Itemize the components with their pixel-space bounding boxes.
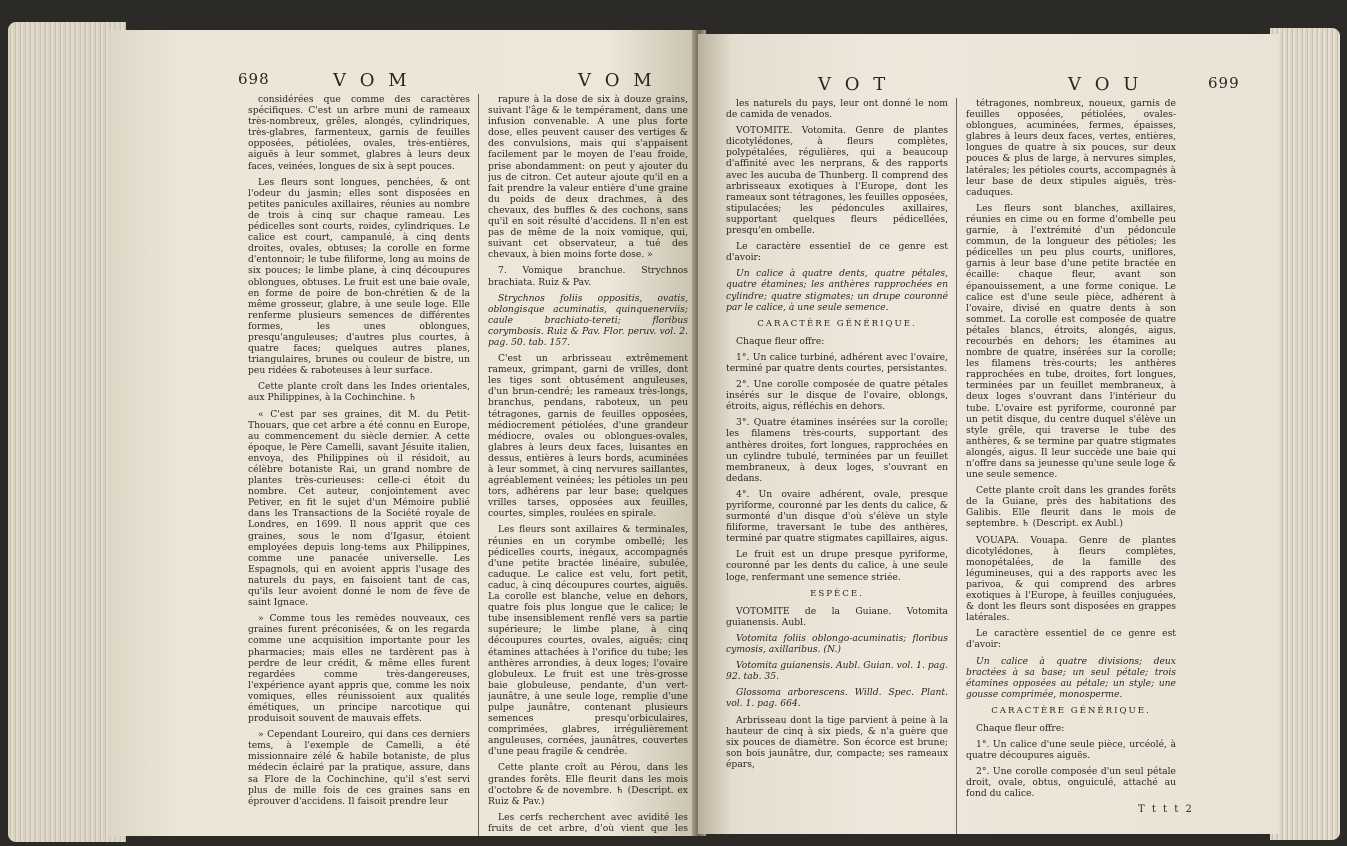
paragraph: les naturels du pays, leur ont donné le nom de camida de venados. xyxy=(726,98,948,121)
paragraph: Votomita guianensis. Aubl. Guian. vol. 1. pag. 92. tab. 35. xyxy=(726,660,948,683)
left-column-2 xyxy=(488,94,688,834)
paragraph: 1°. Un calice turbiné, adhérent avec l'ovaire, terminé par quatre dents courtes, persistantes. xyxy=(726,351,948,374)
paragraph: VOTOMITE de la Guiane. Votomita guianensis. Aubl. xyxy=(726,605,948,628)
paragraph: ESPÈCE. xyxy=(810,588,864,599)
paragraph: 4°. Un ovaire adhérent, ovale, presque pyriforme, couronné par les dents du calice, & surmonté d'un disque d'où s'élève un style filiforme, traversant le tube des anthères, terminé par quatre stigmates capillaires, aigus. xyxy=(726,488,948,545)
paragraph: » Comme tous les remèdes nouveaux, ces graines furent préconisées, & on les regarda comme une acquisition importante pour les pharmacies; mais elles ne tardèrent pas à perdre de leur crédit, & même elles furent regardées comme très-dangereuses, l'expérience ayant appris que, comme les noix vomiques, elles réunissoient aux qualités émétiques, un principe narcotique qui produisoit souvent de mauvais effets. xyxy=(248,613,470,725)
running-head-right-1: V O T xyxy=(818,74,890,95)
running-head-right-2: V O U xyxy=(1068,74,1143,95)
signature-mark: T t t t 2 xyxy=(1138,804,1194,815)
paragraph: Cette plante croît dans les grandes forêts de la Guiane, près des habitations des Galibis. Elle fleurit dans le mois de septembre. ♄ (Descript. ex Aubl.) xyxy=(966,485,1176,530)
right-page xyxy=(698,34,1278,834)
running-head-left-1: V O M xyxy=(333,70,411,91)
paragraph: Chaque fleur offre: xyxy=(976,722,1065,734)
paragraph: 7. Vomique branchue. Strychnos brachiata. Ruiz & Pav. xyxy=(488,265,688,288)
right-column-2 xyxy=(966,98,1176,804)
paragraph: Le caractère essentiel de ce genre est d'avoir: xyxy=(726,241,948,264)
paragraph: VOUAPA. Vouapa. Genre de plantes dicotylédones, à fleurs complètes, monopétalées, de la famille des légumineuses, qui a des rapports avec les parivoa, & qui comprend des arbres exotiques à l'Europe, à feuilles conjuguées, & dont les fleurs sont disposées en grappes latérales. xyxy=(966,534,1176,624)
paragraph: Les fleurs sont longues, penchées, & ont l'odeur du jasmin; elles sont disposées en petites panicules axillaires, réunies au nombre de trois à cinq sur chaque rameau. Les pédicelles sont courts, roides, cylindriques. Le calice est court, campanulé, à cinq dents droites, ovales, obtuses; la corolle en forme d'entonnoir; le tube filiforme, long au moins de six pouces; le limbe plane, à cinq découpures oblongues, obtuses. Le fruit est une baie ovale, en forme de poire de bon-chrétien & de la même grosseur, glabre, à une seule loge. Elle renferme plusieurs semences de différentes formes, les unes oblongues, presqu'anguleuses; d'autres plus courtes, à quatre faces; quelques autres planes, triangulaires, brunes ou couleur de bistre, un peu ridées & raboteuses à leur surface. xyxy=(248,176,470,377)
paragraph: Glossoma arborescens. Willd. Spec. Plant. vol. 1. pag. 664. xyxy=(726,687,948,710)
paragraph: « C'est par ses graines, dit M. du Petit-Thouars, que cet arbre a été connu en Europe, au commencement du siècle dernier. A cette époque, le Père Camelli, savant Jésuite italien, envoya, des Philippines où il résidoit, au célèbre botaniste Rai, un grand nombre de plantes très-curieuses: celle-ci étoit du nombre. Cet auteur, conjointement avec Petiver, en fit le sujet d'un Mémoire publié dans les Transactions de la Société royale de Londres, en 1699. Il nous apprit que ces graines, sous le nom d'Igasur, étoient employées depuis long-tems aux Philippines, comme une panacée universelle. Les Espagnols, qui en avoient appris l'usage des naturels du pays, en faisoient tant de cas, qu'ils leur avoient donné le nom de fève de saint Ignace. xyxy=(248,408,470,609)
page-number-left: 698 xyxy=(238,70,270,88)
paragraph: Arbrisseau dont la tige parvient à peine à la hauteur de cinq à six pieds, & n'a guère que six pouces de diamètre. Son écorce est brune; son bois jaunâtre, dur, compacte; ses rameaux épars, xyxy=(726,714,948,770)
paragraph: Votomita foliis oblongo-acuminatis; floribus cymosis, axillaribus. (N.) xyxy=(726,632,948,656)
paragraph: 2°. Une corolle composée d'un seul pétale droit, ovale, obtus, onguiculé, attaché au fond du calice. xyxy=(966,766,1176,800)
left-page xyxy=(108,30,698,836)
left-column-1 xyxy=(248,94,470,834)
paragraph: VOTOMITE. Votomita. Genre de plantes dicotylédones, à fleurs complètes, polypétalées, régulières, qui a beaucoup d'affinité avec les nerprans, & des rapports avec les aucuba de Thunberg. Il comprend des arbrisseaux exotiques à l'Europe, dont les rameaux sont tétragones, les feuilles opposées, stipulacées; les pédoncules axillaires, supportant quelques fleurs pédicellées, presqu'en ombelle. xyxy=(726,125,948,237)
page-stack-right xyxy=(1270,28,1340,840)
paragraph: Un calice à quatre dents, quatre pétales, quatre étamines; les anthères rapprochées en cylindre; quatre stigmates; un drupe couronné par le calice, à une seule semence. xyxy=(726,268,948,313)
paragraph: Les fleurs sont blanches, axillaires, réunies en cime ou en forme d'ombelle peu garnie, à l'extrémité d'un pédoncule commun, de la longueur des pétioles; les pédicelles un peu plus courts, uniflores, garnis à leur base d'une petite bractée en écaille: chaque fleur, avant son épanouissement, a une forme conique. Le calice est d'une seule pièce, adhérent à l'ovaire, divisé en quatre dents à son sommet. La corolle est composée de quatre pétales blancs, étroits, alongés, aigus, recourbés en dehors; les étamines au nombre de quatre, insérées sur la corolle; les filamens très-courts; les anthères rapprochées en tube, droites, fort longues, terminées par un feuillet membraneux, à deux loges s'ouvrant dans l'intérieur du tube. L'ovaire est pyriforme, couronné par un petit disque, du centre duquel s'élève un style grêle, qui traverse le tube des anthères, & se termine par quatre stigmates alongés, aigus. Il leur succède une baie qui n'offre dans sa jeunesse qu'une seule loge & une seule semence. xyxy=(966,202,1176,481)
paragraph: Chaque fleur offre: xyxy=(736,335,825,347)
right-column-1 xyxy=(726,98,948,834)
paragraph: rapure à la dose de six à douze grains, suivant l'âge & le tempérament, dans une infusion convenable. A une plus forte dose, elles peuvent causer des vertiges & des convulsions, mais qui s'appaisent facilement par le moyen de l'eau froide, prise abondamment: on peut y ajouter du jus de citron. Cet auteur ajoute qu'il en a fait prendre la valeur entière d'une graine du poids de deux drachmes, à des chevaux, des buffles & des cochons, sans qu'il en soit résulté d'accidens. Il n'en est pas de même de la noix vomique, qui, suivant cet observateur, a tué des chevaux, à bien moins forte dose. » xyxy=(488,94,688,261)
paragraph: Les cerfs recherchent avec avidité les fruits de cet arbre, d'où vient que les xyxy=(488,811,688,834)
paragraph: considérées que comme des caractères spécifiques. C'est un arbre muni de rameaux très-nombreux, grêles, alongés, cylindriques, très-glabres, farmenteux, garnis de feuilles opposées, pétiolées, ovales, très-entières, aiguës à leur sommet, glabres à leurs deux faces, veinées, longues de six à sept pouces. xyxy=(248,94,470,172)
paragraph: C'est un arbrisseau extrêmement rameux, grimpant, garni de vrilles, dont les tiges sont obtusément anguleuses, d'un brun-cendré; les rameaux très-longs, branchus, pendans, raboteux, un peu tétragones, garnis de feuilles opposées, médiocrement pétiolées, d'une grandeur médiocre, ovales ou oblongues-ovales, glabres à leurs deux faces, luisantes en dessus, entières à leurs bords, acuminées à leur sommet, à cinq nervures saillantes, agréablement veinées; les pétioles un peu tors, adhérens par leur base; quelques vrilles tarses, opposées aux feuilles, courtes, simples, roulées en spirale. xyxy=(488,353,688,520)
open-book xyxy=(8,4,1340,842)
paragraph: CARACTÈRE GÉNÉRIQUE. xyxy=(991,705,1151,716)
paragraph: Strychnos foliis oppositis, ovatis, oblongisque acuminatis, quinquenerviis; caule brachiato-tereti; floribus corymbosis. Ruiz & Pav. Flor. peruv. vol. 2. pag. 50. tab. 157. xyxy=(488,292,688,348)
running-head-left-2: V O M xyxy=(578,70,656,91)
paragraph: » Cependant Loureiro, qui dans ces derniers tems, à l'exemple de Camelli, a été missionnaire zélé & habile botaniste, de plus médecin éclairé par la pratique, assure, dans sa Flore de la Cochinchine, qu'il s'est servi plus de mille fois de ces graines sans en éprouver d'accidens. Il faisoit prendre leur xyxy=(248,729,470,807)
paragraph: tétragones, nombreux, noueux, garnis de feuilles opposées, pétiolées, ovales-oblongues, acuminées, fermes, épaisses, glabres à leurs deux faces, vertes, entières, longues de quatre à six pouces, sur deux pouces & plus de large, à nervures simples, latérales; les pétioles courts, accompagnés à leur base de deux stipules aiguës, très-caduques. xyxy=(966,98,1176,198)
paragraph: Un calice à quatre divisions; deux bractées à sa base; un seul pétale; trois étamines opposées au pétale; un style; une gousse comprimée, monosperme. xyxy=(966,655,1176,700)
paragraph: Cette plante croît dans les Indes orientales, aux Philippines, à la Cochinchine. ♄ xyxy=(248,381,470,404)
page-number-right: 699 xyxy=(1208,74,1240,92)
paragraph: Cette plante croît au Pérou, dans les grandes forêts. Elle fleurit dans les mois d'octobre & de novembre. ♄ (Descript. ex Ruiz & Pav.) xyxy=(488,762,688,807)
paragraph: Le caractère essentiel de ce genre est d'avoir: xyxy=(966,628,1176,651)
paragraph: Le fruit est un drupe presque pyriforme, couronné par les dents du calice, à une seule loge, renfermant une semence striée. xyxy=(726,549,948,583)
paragraph: 2°. Une corolle composée de quatre pétales insérés sur le disque de l'ovaire, oblongs, étroits, aigus, réfléchis en dehors. xyxy=(726,379,948,413)
paragraph: Les fleurs sont axillaires & terminales, réunies en un corymbe ombellé; les pédicelles courts, inégaux, accompagnés d'une petite bractée linéaire, subulée, caduque. Le calice est velu, fort petit, caduc, à cinq découpures courtes, aiguës. La corolle est blanche, velue en dehors, quatre fois plus longue que le calice; le tube insensiblement renflé vers sa partie supérieure; le limbe plane, à cinq découpures courtes, ovales, aiguës; cinq étamines attachées à l'orifice du tube; les anthères arrondies, à deux loges; l'ovaire globuleux. Le fruit est une très-grosse baie globuleuse, pendante, d'un vert-jaunâtre, à une seule loge, remplie d'une pulpe jaunâtre, contenant plusieurs semences presqu'orbiculaires, comprimées, glabres, irrégulièrement anguleuses, cornées, jaunâtres, couvertes d'une peau fragile & cendrée. xyxy=(488,524,688,758)
paragraph: CARACTÈRE GÉNÉRIQUE. xyxy=(757,318,917,329)
column-rule-left xyxy=(478,94,479,836)
paragraph: 1°. Un calice d'une seule pièce, urcéolé, à quatre découpures aiguës. xyxy=(966,739,1176,762)
column-rule-right xyxy=(956,98,957,834)
paragraph: 3°. Quatre étamines insérées sur la corolle; les filamens très-courts, supportant des anthères droites, fort longues, rapprochées en un cylindre tubulé, terminées par un feuillet membraneux, à deux loges, s'ouvrant en dedans. xyxy=(726,417,948,484)
